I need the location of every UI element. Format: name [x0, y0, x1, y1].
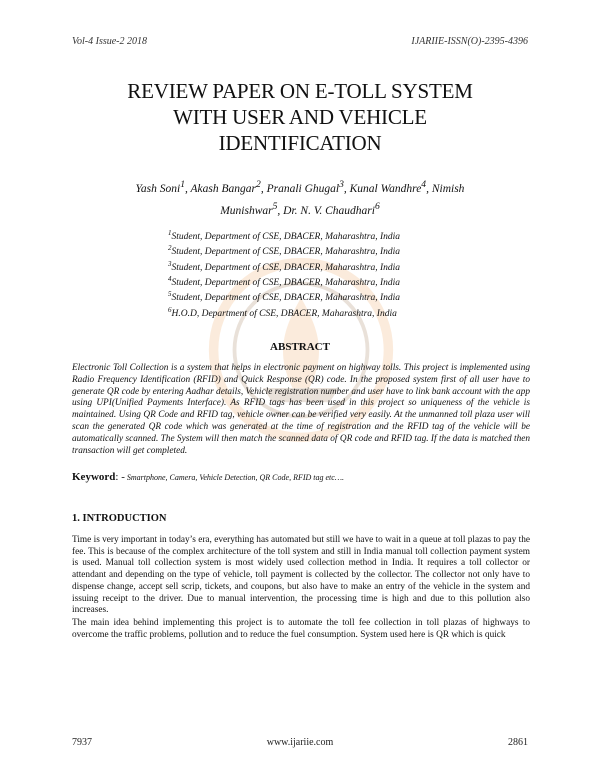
affiliation-item [168, 228, 458, 243]
affiliation-sup: 4 [168, 275, 172, 284]
affiliation-item [168, 305, 458, 320]
affiliation-sup: 3 [168, 259, 172, 268]
abstract-heading: ABSTRACT [270, 341, 330, 353]
author-sup: 1 [180, 179, 185, 190]
affiliation-item [168, 259, 458, 274]
author-sup: 5 [272, 200, 278, 212]
footer-page-number: 2861 [508, 737, 528, 748]
header-volume-issue: Vol-4 Issue-2 2018 [72, 36, 147, 47]
author-sup: 4 [421, 179, 427, 190]
author-name: Dr. N. V. Chaudhari [283, 204, 375, 217]
affiliation-item [168, 243, 458, 258]
affiliation-text: Student, Department of CSE, DBACER, Maharashtra, India [171, 232, 401, 243]
affiliation-list [168, 228, 458, 320]
affiliation-item [168, 289, 458, 304]
abstract-body: Electronic Toll Collection is a system that helps in electronic payment on highway tolls. This project is implemented using Radio Frequency Identification (RFID) and Quick Response (QR) code. In the proposed system first of all user have to generate QR code by entering Aadhar details, Vehicle registration number and user have to link bank account with the app using UPI(Unified Payments Interface). As RFID tags has been used in this project so uniqueness of the vehicle is maintained. Using QR Code and RFID tag, vehicle owner can be verified very easily. At the unmanned toll plaza user will scan the generated QR code which was generated at the time of registration and the RFID tag of the vehicle will be automatically scanned. The System will then match the scanned data of QR code and RFID tag. If the data is matched then transaction will get completed. [72, 363, 530, 456]
intro-paragraph-2: The main idea behind implementing this project is to automate the toll fee collection in toll plazas of highways to overcome the traffic problems, pollution and to reduce the fuel consumption. System used here is QR which is quick [72, 618, 530, 640]
intro-paragraph-1: Time is very important in today’s era, everything has automated but still we have to wait in a queue at toll plazas to pay the fee. This is because of the complex architecture of the toll system and still in India manual toll collection payment system is used. Manual toll collection system is most widely used collection method in India. It requires a toll collector or attendant and depending on the type of vehicle, toll payment is collected by the collector. The collector not only have to dispense change, accept sell scrip, tickets, and coupons, but also have to make an entry of the vehicle in the system and issuing receipt to the driver. Due to manual intervention, the processing time is high and due to this pollution also increases. [72, 535, 530, 616]
keywords-label: Keyword [72, 471, 116, 483]
author-name: Nimish Munishwar [220, 182, 465, 217]
section-heading-introduction: 1. INTRODUCTION [72, 513, 167, 524]
keywords-separator: : - [115, 471, 125, 483]
author-sup: 6 [374, 200, 380, 212]
affiliation-text: Student, Department of CSE, DBACER, Maharashtra, India [171, 278, 401, 289]
affiliation-text: H.O.D, Department of CSE, DBACER, Maharashtra, India [171, 308, 397, 319]
affiliation-text: Student, Department of CSE, DBACER, Maharashtra, India [171, 262, 401, 273]
affiliation-sup: 5 [168, 290, 172, 299]
author-name: Kunal Wandhre [349, 182, 422, 195]
affiliation-item [168, 274, 458, 289]
keywords [72, 471, 530, 483]
footer-website: www.ijariie.com [266, 737, 334, 748]
paper-title-line-3: IDENTIFICATION [218, 131, 382, 155]
author-name: Yash Soni [135, 182, 181, 195]
affiliation-text: Student, Department of CSE, DBACER, Maharashtra, India [171, 247, 401, 258]
author-sup: 3 [339, 179, 344, 190]
paper-title [60, 78, 540, 156]
paper-title-line-2: WITH USER AND VEHICLE [173, 105, 427, 129]
footer-paper-id: 7937 [72, 737, 92, 748]
header-issn: IJARIIE-ISSN(O)-2395-4396 [411, 36, 528, 47]
affiliation-sup: 2 [168, 244, 172, 253]
author-list: Yash Soni$^1$, Akash Bangar$^2$, Pranali Ghugal$^3$, Kunal Wandhre$^4$, Nimish Munishwar$^5$, Dr. N. V. Chaudhari$^6$ [135, 179, 465, 217]
author-name: Pranali Ghugal [266, 182, 340, 195]
keywords-text: Smartphone, Camera, Vehicle Detection, QR Code, RFID tag etc…. [124, 473, 344, 482]
affiliation-sup: 6 [168, 305, 172, 314]
author-sup: 2 [256, 179, 261, 190]
affiliation-text: Student, Department of CSE, DBACER, Maharashtra, India [171, 293, 401, 304]
affiliation-sup: 1 [168, 229, 172, 237]
paper-title-line-1: REVIEW PAPER ON E-TOLL SYSTEM [127, 79, 473, 103]
author-name: Akash Bangar [190, 182, 257, 195]
